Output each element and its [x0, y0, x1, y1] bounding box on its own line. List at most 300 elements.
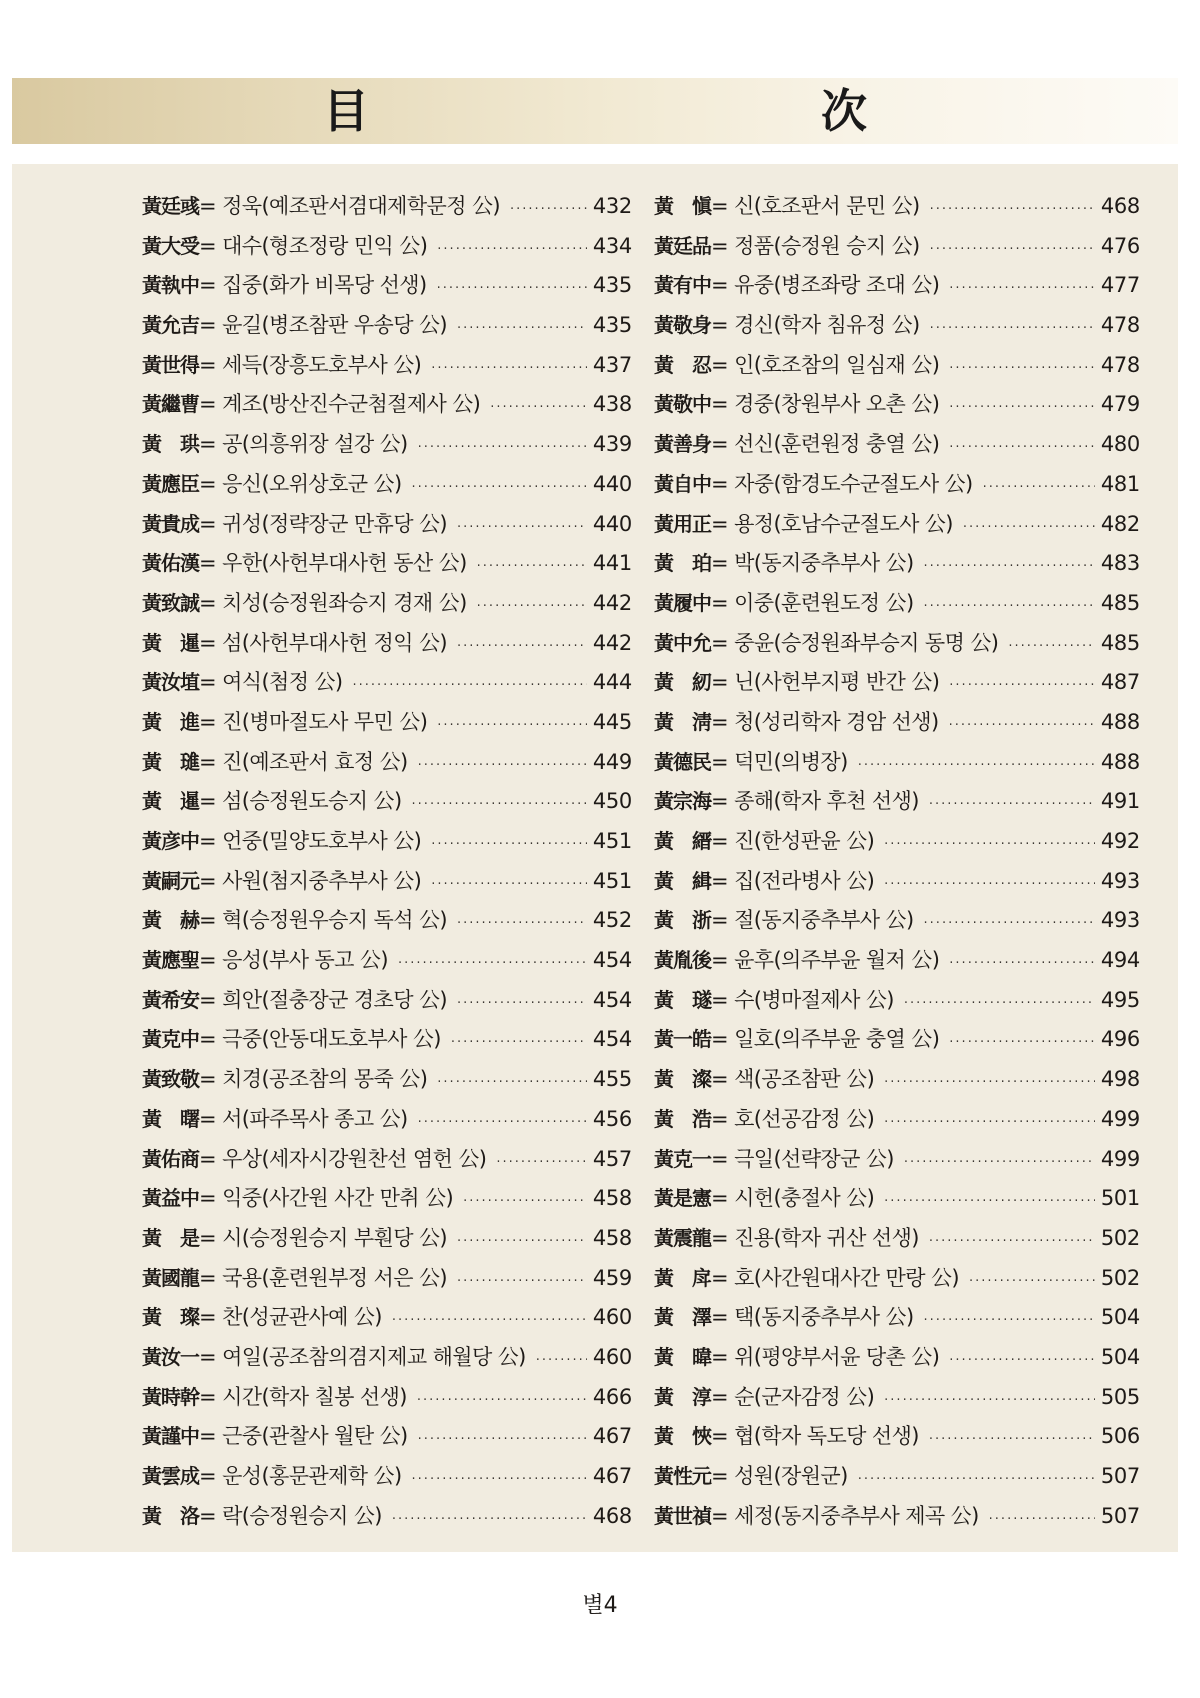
toc-entry-hanja: 黃自中	[654, 471, 711, 496]
toc-entry-hanja: 黃履中	[654, 590, 711, 615]
toc-entry-page: 451	[592, 829, 632, 853]
toc-entry-title: = 호(사간원대사간 만랑 公)	[711, 1265, 959, 1290]
toc-entry-page: 435	[592, 313, 632, 338]
toc-entry[interactable]	[654, 1103, 1140, 1143]
toc-entry-title: = 응신(오위상호군 公)	[199, 471, 402, 496]
dot-leader	[949, 718, 1095, 733]
toc-entry-hanja: 黃宗海	[654, 789, 711, 814]
toc-entry-page: 449	[592, 749, 632, 774]
toc-entry-title: = 섬(사헌부대사헌 정익 公)	[199, 630, 447, 655]
toc-entry[interactable]	[142, 984, 632, 1024]
toc-entry-page: 498	[1100, 1067, 1140, 1092]
toc-entry-hanja: 黃 忍	[654, 352, 711, 377]
dot-leader	[412, 1472, 587, 1487]
dot-leader	[418, 440, 587, 455]
toc-entry-page: 468	[1100, 194, 1140, 218]
toc-entry-hanja: 黃 曙	[142, 1106, 199, 1131]
toc-entry-hanja: 黃 進	[142, 709, 199, 734]
toc-entry-page: 496	[1100, 1027, 1140, 1052]
toc-entry-title: = 여일(공조참의겸지제교 해월당 公)	[199, 1344, 526, 1369]
toc-entry-title: = 택(동지중추부사 公)	[711, 1305, 914, 1330]
dot-leader	[418, 1432, 587, 1447]
toc-entry-page: 482	[1100, 511, 1140, 536]
toc-entry[interactable]	[142, 1182, 632, 1222]
toc-entry-page: 478	[1100, 352, 1140, 377]
toc-right-column	[654, 190, 1140, 1539]
toc-entry[interactable]	[142, 1500, 632, 1540]
toc-entry-hanja: 黃敬中	[654, 392, 711, 417]
toc-entry-page: 444	[592, 670, 632, 695]
toc-entry-page: 442	[592, 630, 632, 655]
toc-entry[interactable]	[142, 547, 632, 587]
toc-entry-page: 505	[1100, 1384, 1140, 1409]
toc-entry-hanja: 黃中允	[654, 630, 711, 655]
toc-entry-title: = 협(학자 독도당 선생)	[711, 1424, 919, 1449]
toc-entry-title: = 우한(사헌부대사헌 동산 公)	[199, 551, 467, 576]
toc-entry-page: 499	[1100, 1106, 1140, 1131]
toc-entry[interactable]	[142, 1341, 632, 1381]
toc-entry-page: 454	[592, 1027, 632, 1052]
toc-entry[interactable]	[142, 1023, 632, 1063]
toc-entry-title: = 용정(호남수군절도사 公)	[711, 511, 953, 536]
toc-entry-title: = 치경(공조참의 몽죽 公)	[199, 1067, 428, 1092]
toc-entry-hanja: 黃 赫	[142, 908, 199, 933]
toc-entry-hanja: 黃是憲	[654, 1186, 711, 1211]
toc-entry-title: = 찬(성균관사예 公)	[199, 1305, 382, 1330]
toc-entry-hanja: 黃善身	[654, 432, 711, 457]
toc-entry-title: = 세정(동지중추부사 제곡 公)	[711, 1503, 979, 1528]
toc-entry-page: 438	[592, 392, 632, 417]
toc-entry-hanja: 黃德民	[654, 749, 711, 774]
toc-entry-hanja: 黃大受	[142, 233, 199, 258]
toc-entry-hanja: 黃 暹	[142, 630, 199, 655]
toc-entry-title: = 진(예조판서 효정 公)	[199, 749, 408, 774]
toc-entry-hanja: 黃 璲	[654, 987, 711, 1012]
toc-entry-hanja: 黃 澤	[654, 1305, 711, 1330]
toc-entry[interactable]	[654, 627, 1140, 667]
toc-entry-page: 456	[592, 1106, 632, 1131]
dot-leader	[412, 480, 587, 495]
toc-entry-hanja: 黃謹中	[142, 1424, 199, 1449]
toc-entry-page: 458	[592, 1186, 632, 1211]
toc-entry-page: 495	[1100, 987, 1140, 1012]
toc-entry-hanja: 黃時幹	[142, 1384, 199, 1409]
dot-leader	[431, 361, 587, 376]
toc-entry-title: = 유중(병조좌랑 조대 公)	[711, 273, 940, 298]
toc-entry-title: = 경중(창원부사 오촌 公)	[711, 392, 940, 417]
dot-leader	[417, 1393, 587, 1408]
toc-entry-hanja: 黃國龍	[142, 1265, 199, 1290]
toc-entry-title: = 섬(승정원도승지 公)	[199, 789, 402, 814]
toc-entry-page: 501	[1100, 1186, 1140, 1211]
toc-entry[interactable]	[142, 1420, 632, 1460]
toc-entry-title: = 락(승정원승지 公)	[199, 1503, 382, 1528]
toc-entry-page: 454	[592, 987, 632, 1012]
toc-entry-page: 432	[592, 194, 632, 218]
toc-entry-page: 488	[1100, 709, 1140, 734]
toc-entry[interactable]	[142, 587, 632, 627]
toc-entry-title: = 사원(첨지중추부사 公)	[199, 868, 422, 893]
dot-leader	[949, 678, 1095, 693]
dot-leader	[457, 520, 587, 535]
toc-entry[interactable]	[654, 1023, 1140, 1063]
toc-entry-hanja: 黃致敬	[142, 1067, 199, 1092]
toc-left-column	[142, 190, 632, 1539]
dot-leader	[969, 1274, 1095, 1289]
toc-entry[interactable]	[654, 508, 1140, 548]
toc-entry[interactable]	[654, 1341, 1140, 1381]
toc-entry-title: = 신(호조판서 문민 公)	[711, 194, 920, 218]
dot-leader	[884, 1194, 1095, 1209]
toc-entry-hanja: 黃克中	[142, 1027, 199, 1052]
dot-leader	[457, 916, 587, 931]
dot-leader	[437, 718, 587, 733]
toc-entry-hanja: 黃廷彧	[142, 194, 199, 218]
toc-entry-title: = 선신(훈련원정 충열 公)	[711, 432, 940, 457]
toc-entry[interactable]	[654, 349, 1140, 389]
toc-entry-hanja: 黃允吉	[142, 313, 199, 338]
toc-entry-hanja: 黃 浙	[654, 908, 711, 933]
dot-leader	[989, 1512, 1095, 1527]
toc-entry[interactable]	[142, 904, 632, 944]
toc-entry-title: = 진(병마절도사 무민 公)	[199, 709, 428, 734]
dot-leader	[437, 281, 587, 296]
toc-entry-hanja: 黃 璡	[142, 749, 199, 774]
toc-entry-hanja: 黃性元	[654, 1464, 711, 1488]
toc-entry-hanja: 黃 淳	[654, 1384, 711, 1409]
toc-entry-page: 458	[592, 1225, 632, 1250]
toc-entry-page: 435	[592, 273, 632, 298]
toc-entry[interactable]	[142, 746, 632, 786]
dot-leader	[949, 361, 1095, 376]
toc-entry-title: = 위(평양부서윤 당촌 公)	[711, 1344, 940, 1369]
toc-entry-hanja: 黃世禎	[654, 1503, 711, 1528]
toc-entry-title: = 귀성(정략장군 만휴당 公)	[199, 511, 447, 536]
dot-leader	[884, 1115, 1095, 1130]
toc-entry-hanja: 黃 浩	[654, 1106, 711, 1131]
toc-entry-hanja: 黃世得	[142, 352, 199, 377]
toc-entry-title: = 인(호조참의 일심재 公)	[711, 352, 940, 377]
toc-entry-title: = 익중(사간원 사간 만취 公)	[199, 1186, 454, 1211]
toc-entry-page: 478	[1100, 313, 1140, 338]
page-title: 目 次	[323, 84, 987, 138]
toc-entry[interactable]	[142, 1460, 632, 1500]
toc-entry-title: = 순(군자감정 公)	[711, 1384, 875, 1409]
toc-entry-title: = 시간(학자 칠봉 선생)	[199, 1384, 407, 1409]
dot-leader	[392, 1313, 587, 1328]
toc-entry-title: = 대수(형조정랑 민익 公)	[199, 233, 428, 258]
toc-entry-page: 457	[592, 1146, 632, 1171]
toc-entry[interactable]	[142, 1262, 632, 1302]
toc-entry-hanja: 黃嗣元	[142, 868, 199, 893]
toc-entry-hanja: 黃執中	[142, 273, 199, 298]
toc-entry[interactable]	[142, 269, 632, 309]
toc-entry-title: = 정욱(예조판서겸대제학문정 公)	[199, 194, 500, 218]
toc-entry-title: = 응성(부사 동고 公)	[199, 948, 388, 973]
toc-entry-hanja: 黃 珙	[142, 432, 199, 457]
toc-entry-hanja: 黃貴成	[142, 511, 199, 536]
toc-entry-title: = 자중(함경도수군절도사 公)	[711, 471, 973, 496]
toc-entry-page: 504	[1100, 1305, 1140, 1330]
toc-entry-title: = 언중(밀양도호부사 公)	[199, 829, 422, 853]
toc-entry[interactable]	[654, 1182, 1140, 1222]
toc-entry-page: 488	[1100, 749, 1140, 774]
toc-entry-hanja: 黃 是	[142, 1225, 199, 1250]
toc-entry-hanja: 黃佑漢	[142, 551, 199, 576]
dot-leader	[490, 400, 587, 415]
page-number: 별4	[582, 1593, 618, 1618]
toc-entry-hanja: 黃應聖	[142, 948, 199, 973]
toc-entry-page: 481	[1100, 471, 1140, 496]
toc-entry-title: = 진용(학자 귀산 선생)	[711, 1225, 919, 1250]
dot-leader	[477, 599, 587, 614]
toc-entry-title: = 호(선공감정 公)	[711, 1106, 875, 1131]
dot-leader	[457, 321, 587, 336]
toc-entry[interactable]	[654, 1262, 1140, 1302]
toc-entry[interactable]	[654, 269, 1140, 309]
toc-entry[interactable]	[654, 230, 1140, 270]
toc-entry-title: = 종해(학자 후천 선생)	[711, 789, 919, 814]
toc-entry[interactable]	[654, 388, 1140, 428]
toc-entry-title: = 서(파주목사 종고 公)	[199, 1106, 408, 1131]
dot-leader	[457, 1234, 587, 1249]
toc-entry-page: 479	[1100, 392, 1140, 417]
toc-entry-hanja: 黃應臣	[142, 471, 199, 496]
toc-entry[interactable]	[654, 944, 1140, 984]
toc-entry-title: = 공(의흥위장 설강 公)	[199, 432, 408, 457]
dot-leader	[398, 956, 587, 971]
toc-entry[interactable]	[142, 190, 632, 230]
toc-entry[interactable]	[142, 865, 632, 905]
toc-entry-title: = 진(한성판윤 公)	[711, 829, 875, 853]
toc-entry[interactable]	[142, 1103, 632, 1143]
toc-entry-hanja: 黃汝埴	[142, 670, 199, 695]
dot-leader	[457, 1274, 587, 1289]
toc-entry[interactable]	[142, 825, 632, 865]
dot-leader	[949, 1035, 1095, 1050]
toc-entry[interactable]	[654, 666, 1140, 706]
toc-entry-hanja: 黃胤後	[654, 948, 711, 973]
toc-entry[interactable]	[142, 1301, 632, 1341]
dot-leader	[930, 321, 1095, 336]
toc-entry-page: 468	[592, 1503, 632, 1528]
toc-entry[interactable]	[142, 1063, 632, 1103]
toc-entry-title: = 이중(훈련원도정 公)	[711, 590, 914, 615]
toc-entry-hanja: 黃 緝	[654, 868, 711, 893]
toc-entry-page: 442	[592, 590, 632, 615]
toc-entry-title: = 청(성리학자 경암 선생)	[711, 709, 939, 734]
dot-leader	[431, 837, 587, 852]
toc-entry[interactable]	[142, 627, 632, 667]
toc-entry-page: 460	[592, 1344, 632, 1369]
toc-entry-page: 499	[1100, 1146, 1140, 1171]
toc-entry-title: = 성원(장원군)	[711, 1464, 848, 1488]
toc-entry-page: 454	[592, 948, 632, 973]
toc-entry-title: = 집(전라병사 公)	[711, 868, 875, 893]
toc-entry-title: = 희안(절충장군 경초당 公)	[199, 987, 447, 1012]
toc-entry-hanja: 黃 澯	[654, 1067, 711, 1092]
title-band	[12, 78, 1178, 144]
dot-leader	[924, 599, 1095, 614]
toc-entry-title: = 운성(홍문관제학 公)	[199, 1464, 402, 1488]
toc-entry-page: 494	[1100, 948, 1140, 973]
toc-entry-page: 485	[1100, 590, 1140, 615]
toc-entry-hanja: 黃震龍	[654, 1225, 711, 1250]
toc-entry-hanja: 黃 戽	[654, 1265, 711, 1290]
toc-entry-title: = 덕민(의병장)	[711, 749, 848, 774]
toc-entry-page: 452	[592, 908, 632, 933]
toc-entry-title: = 치성(승정원좌승지 경재 公)	[199, 590, 467, 615]
toc-entry[interactable]	[142, 388, 632, 428]
toc-entry-hanja: 黃用正	[654, 511, 711, 536]
toc-entry[interactable]	[654, 309, 1140, 349]
toc-entry-page: 440	[592, 511, 632, 536]
toc-entry-page: 459	[592, 1265, 632, 1290]
toc-entry-page: 506	[1100, 1424, 1140, 1449]
toc-entry[interactable]	[654, 785, 1140, 825]
toc-entry[interactable]	[654, 190, 1140, 230]
toc-entry[interactable]	[654, 1460, 1140, 1500]
toc-entry-title: = 우상(세자시강원찬선 염헌 公)	[199, 1146, 487, 1171]
toc-entry-hanja: 黃 紉	[654, 670, 711, 695]
toc-entry-page: 492	[1100, 829, 1140, 853]
toc-entry[interactable]	[142, 1381, 632, 1421]
toc-entry-hanja: 黃致誠	[142, 590, 199, 615]
toc-entry-hanja: 黃 璨	[142, 1305, 199, 1330]
dot-leader	[949, 400, 1095, 415]
toc-entry[interactable]	[654, 1301, 1140, 1341]
toc-entry-title: = 극중(안동대도호부사 公)	[199, 1027, 441, 1052]
toc-entry-hanja: 黃 愼	[654, 194, 711, 218]
dot-leader	[963, 520, 1095, 535]
toc-entry[interactable]	[654, 1143, 1140, 1183]
toc-entry[interactable]	[654, 1063, 1140, 1103]
toc-entry-hanja: 黃 悏	[654, 1424, 711, 1449]
dot-leader	[904, 996, 1095, 1011]
toc-entry[interactable]	[654, 706, 1140, 746]
toc-entry-hanja: 黃佑商	[142, 1146, 199, 1171]
dot-leader	[884, 837, 1095, 852]
dot-leader	[418, 758, 587, 773]
toc-entry[interactable]	[654, 865, 1140, 905]
dot-leader	[463, 1194, 587, 1209]
toc-entry-page: 455	[592, 1067, 632, 1092]
toc-entry-page: 476	[1100, 233, 1140, 258]
toc-entry-hanja: 黃益中	[142, 1186, 199, 1211]
dot-leader	[930, 242, 1095, 257]
toc-entry-hanja: 黃一皓	[654, 1027, 711, 1052]
toc-entry-title: = 세득(장흥도호부사 公)	[199, 352, 422, 377]
toc-entry[interactable]	[654, 746, 1140, 786]
toc-entry-page: 507	[1100, 1464, 1140, 1488]
toc-entry-page: 493	[1100, 868, 1140, 893]
table-of-contents	[12, 164, 1178, 1552]
toc-entry[interactable]	[142, 1222, 632, 1262]
toc-entry[interactable]	[142, 428, 632, 468]
toc-entry-hanja: 黃希安	[142, 987, 199, 1012]
toc-entry-page: 460	[592, 1305, 632, 1330]
dot-leader	[924, 559, 1095, 574]
toc-entry[interactable]	[142, 508, 632, 548]
toc-entry[interactable]	[654, 468, 1140, 508]
toc-entry-page: 441	[592, 551, 632, 576]
toc-entry-hanja: 黃 珀	[654, 551, 711, 576]
toc-entry[interactable]	[142, 706, 632, 746]
toc-entry-page: 502	[1100, 1265, 1140, 1290]
toc-entry-page: 493	[1100, 908, 1140, 933]
toc-entry[interactable]	[654, 1500, 1140, 1540]
toc-entry[interactable]	[142, 1143, 632, 1183]
dot-leader	[884, 1393, 1095, 1408]
toc-entry[interactable]	[654, 1222, 1140, 1262]
toc-entry[interactable]	[142, 666, 632, 706]
toc-entry[interactable]	[654, 428, 1140, 468]
dot-leader	[858, 1472, 1095, 1487]
dot-leader	[457, 996, 587, 1011]
toc-entry[interactable]	[142, 785, 632, 825]
toc-entry[interactable]	[654, 1381, 1140, 1421]
dot-leader	[924, 916, 1095, 931]
toc-entry-page: 502	[1100, 1225, 1140, 1250]
toc-entry[interactable]	[654, 984, 1140, 1024]
dot-leader	[536, 1353, 587, 1368]
dot-leader	[904, 1155, 1095, 1170]
toc-entry-hanja: 黃彦中	[142, 829, 199, 853]
toc-entry[interactable]	[142, 230, 632, 270]
toc-entry-hanja: 黃廷品	[654, 233, 711, 258]
dot-leader	[884, 1075, 1095, 1090]
toc-entry[interactable]	[654, 1420, 1140, 1460]
toc-entry-page: 466	[592, 1384, 632, 1409]
toc-entry-hanja: 黃 洛	[142, 1503, 199, 1528]
toc-entry[interactable]	[654, 547, 1140, 587]
dot-leader	[437, 1075, 587, 1090]
toc-entry-hanja: 黃克一	[654, 1146, 711, 1171]
toc-entry[interactable]	[142, 349, 632, 389]
dot-leader	[949, 440, 1095, 455]
toc-entry[interactable]	[142, 944, 632, 984]
toc-entry-title: = 극일(선략장군 公)	[711, 1146, 894, 1171]
dot-leader	[392, 1512, 587, 1527]
toc-entry-page: 487	[1100, 670, 1140, 695]
toc-entry-page: 440	[592, 471, 632, 496]
toc-entry[interactable]	[142, 468, 632, 508]
dot-leader	[929, 1432, 1095, 1447]
toc-entry-hanja: 黃敬身	[654, 313, 711, 338]
toc-entry-hanja: 黃 縉	[654, 829, 711, 853]
dot-leader	[1008, 639, 1094, 654]
toc-entry-title: = 중윤(승정원좌부승지 동명 公)	[711, 630, 999, 655]
toc-entry-hanja: 黃雲成	[142, 1464, 199, 1488]
toc-entry-title: = 정품(승정원 승지 公)	[711, 233, 920, 258]
toc-entry-page: 491	[1100, 789, 1140, 814]
toc-entry-page: 434	[592, 233, 632, 258]
toc-entry-title: = 계조(방산진수군첨절제사 公)	[199, 392, 481, 417]
dot-leader	[457, 639, 587, 654]
dot-leader	[510, 202, 587, 217]
toc-entry[interactable]	[654, 904, 1140, 944]
dot-leader	[924, 1313, 1095, 1328]
toc-entry-page: 483	[1100, 551, 1140, 576]
dot-leader	[418, 1115, 587, 1130]
toc-entry-hanja: 黃 淸	[654, 709, 711, 734]
toc-entry-hanja: 黃汝一	[142, 1344, 199, 1369]
dot-leader	[930, 202, 1095, 217]
toc-entry[interactable]	[654, 587, 1140, 627]
toc-entry[interactable]	[654, 825, 1140, 865]
toc-entry-title: = 닌(사헌부지평 반간 公)	[711, 670, 940, 695]
toc-entry[interactable]	[142, 309, 632, 349]
